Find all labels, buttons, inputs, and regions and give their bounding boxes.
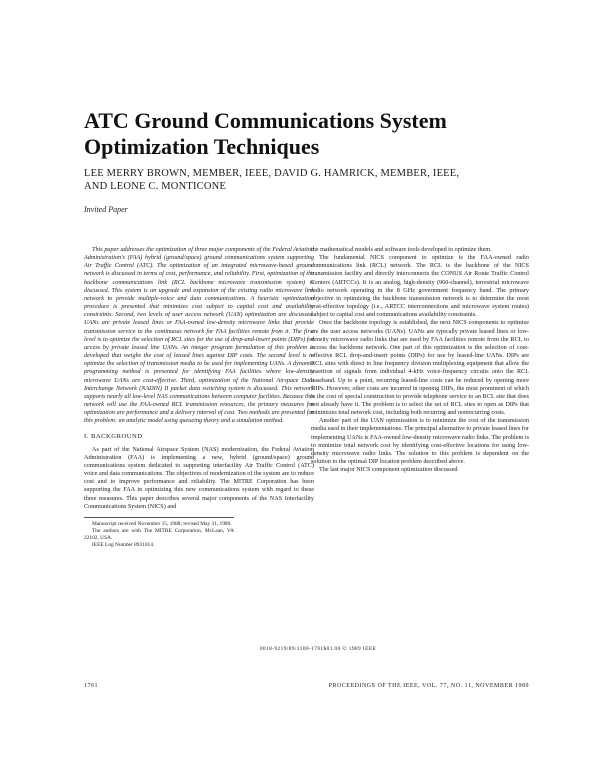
page-footer <box>84 683 529 693</box>
footnote-affiliation: The authors are with The MITRE Corporation, McLean, VA 22102, USA. <box>84 527 234 541</box>
paper-type-label: Invited Paper <box>84 205 128 214</box>
journal-citation: PROCEEDINGS OF THE IEEE, VOL. 77, NO. 11, NOVEMBER 1989 <box>328 683 529 689</box>
section-heading-background: I. BACKGROUND <box>84 433 143 441</box>
right-paragraph-3: Once the backbone topology is established, the next NICS components to optimize are the user access networks (UANs). UANs are typically private leased lines or low-density microwave radio links that are used by FAA facilities remote from the RCL to access the backbone network. One part of this optimization is the selection of cost-effective RCL drop-and-insert points (DIPs) for use by leased-line UANs. DIPs are RCL sites with direct to line frequency division multiplexing equipment that allow the insertion of signals from individual 4-kHz voice-frequency circuits onto the RCL baseband. Up to a point, recurring leased-line costs can be reduced by opening more DIPs. However, other costs are incurred in opening DIPs, the most prominent of which is the cost of special construction to provide telephone service to an RCL site that does not already have it. The problem is to select the set of RCL sites to open as DIPs that minimizes total network cost, including both recurring and nonrecurring costs. <box>311 319 529 417</box>
manuscript-footnote <box>84 517 234 549</box>
issn-copyright-line: 0018-9219/89/1100-1761$01.00 © 1989 IEEE <box>259 646 377 652</box>
authors-line-2: AND LEONE C. MONTICONE <box>84 181 227 192</box>
right-paragraph-1: the mathematical models and software tools developed to optimize them. <box>311 246 492 253</box>
title-line-2: Optimization Techniques <box>84 134 320 159</box>
author-list <box>84 167 524 193</box>
footnote-received: Manuscript received November 15, 1988; revised May 31, 1989. <box>92 520 232 527</box>
abstract-text: This paper addresses the optimization of three major components of the Federal Aviation Administration's (FAA) hybrid (ground/space) ground communications system supporting Air Traffic Control (ATC). The optimization of an integrated microwave-based ground network is discussed in terms of cost, performance, and reliability. First, optimization of the backbone communications link (RCL backbone microwave transmission system) is discussed. This system is an upgrade and expansion of the existing radio microwave link network to provide multiple-voice and data communications. A heuristic optimization procedure is presented that minimizes cost subject to capital cost and availability constraints. Second, two levels of user access network (UAN) optimization are discussed. UANs are private leased lines or FAA-owned low-density microwave links that provide transmission service to the continuous network for FAA facilities remote from it. The first level is to optimize the selection of RCL sites for the use of drop-and-insert points (DIPs) for access by private leased line UANs. An integer program formulation of this problem is developed that weighs the cost of leased lines against DIP costs. The second level is to optimize the selection of transmission media to be used for implementing UANs. A dynamic programming method is presented for identifying FAA facilities where low-density microwave UANs are cost-effective. Third, optimization of the National Airspace Data Interchange Network (NADIN) II packet data switching system is discussed. This network supports nearly all low-level NAS communications between computer facilities. Because this network will use the FAA-owned RCL transmission resources, the primary measures for optimization are performance and a delivery interval of cost. Two methods are presented for this problem: an analytic model using queueing theory and a simulation method. <box>84 246 314 425</box>
title-line-1: ATC Ground Communications System <box>84 108 447 133</box>
right-paragraph-4: Another part of the UAN optimization is to minimize the cost of the transmission media used in their implementations. The principal alternative to private leased lines for implementing UANs is FAA-owned low-density microwave radio links. The problem is to minimize total network cost by identifying cost-effective locations for using low-density microwave radio links. The solution to this problem is dependent on the solution to the optimal DIP location problem described above. <box>311 417 529 466</box>
left-column <box>84 246 314 549</box>
article-title <box>84 108 524 160</box>
authors-line-1: LEE MERRY BROWN, MEMBER, IEEE, DAVID G. HAMRICK, MEMBER, IEEE, <box>84 168 460 179</box>
footnote-log-number: IEEE Log Number 8931014. <box>92 541 155 548</box>
page-number: 1761 <box>84 683 98 689</box>
right-paragraph-2: The fundamental NICS component to optimize is the FAA-owned radio communications link (RCL) network. The RCL is the backbone of the NICS transmission facility and directly interconnects the CONUS Air Route Traffic Control Centers (ARTCCs). It is an analog, high-density (960-channel), terrestrial microwave radio network operating in the 8 GHz government frequency band. The primary objective in optimizing the backbone transmission network is to determine the most cost-effective topology (i.e., ARTCC interconnections and microwave system routes) subject to capital cost and communications availability constraints. <box>311 254 529 319</box>
right-paragraph-5: The last major NICS component optimization discussed <box>319 466 458 474</box>
background-paragraph: As part of the National Airspace System (NAS) modernization, the Federal Aviation Administration (FAA) is implementing a new, hybrid (ground/space) ground communications system dedicated to supporting interfacility Air Traffic Control (ATC) voice and data communications. The objectives of modernization of the system are to reduce cost and to improve performance and reliability. The MITRE Corporation has been supporting the FAA in optimizing this new communications system with regard to these three measures. This paper describes several major components of the NAS Interfacility Communications System (NICS) and <box>84 445 314 510</box>
right-column <box>311 246 529 474</box>
